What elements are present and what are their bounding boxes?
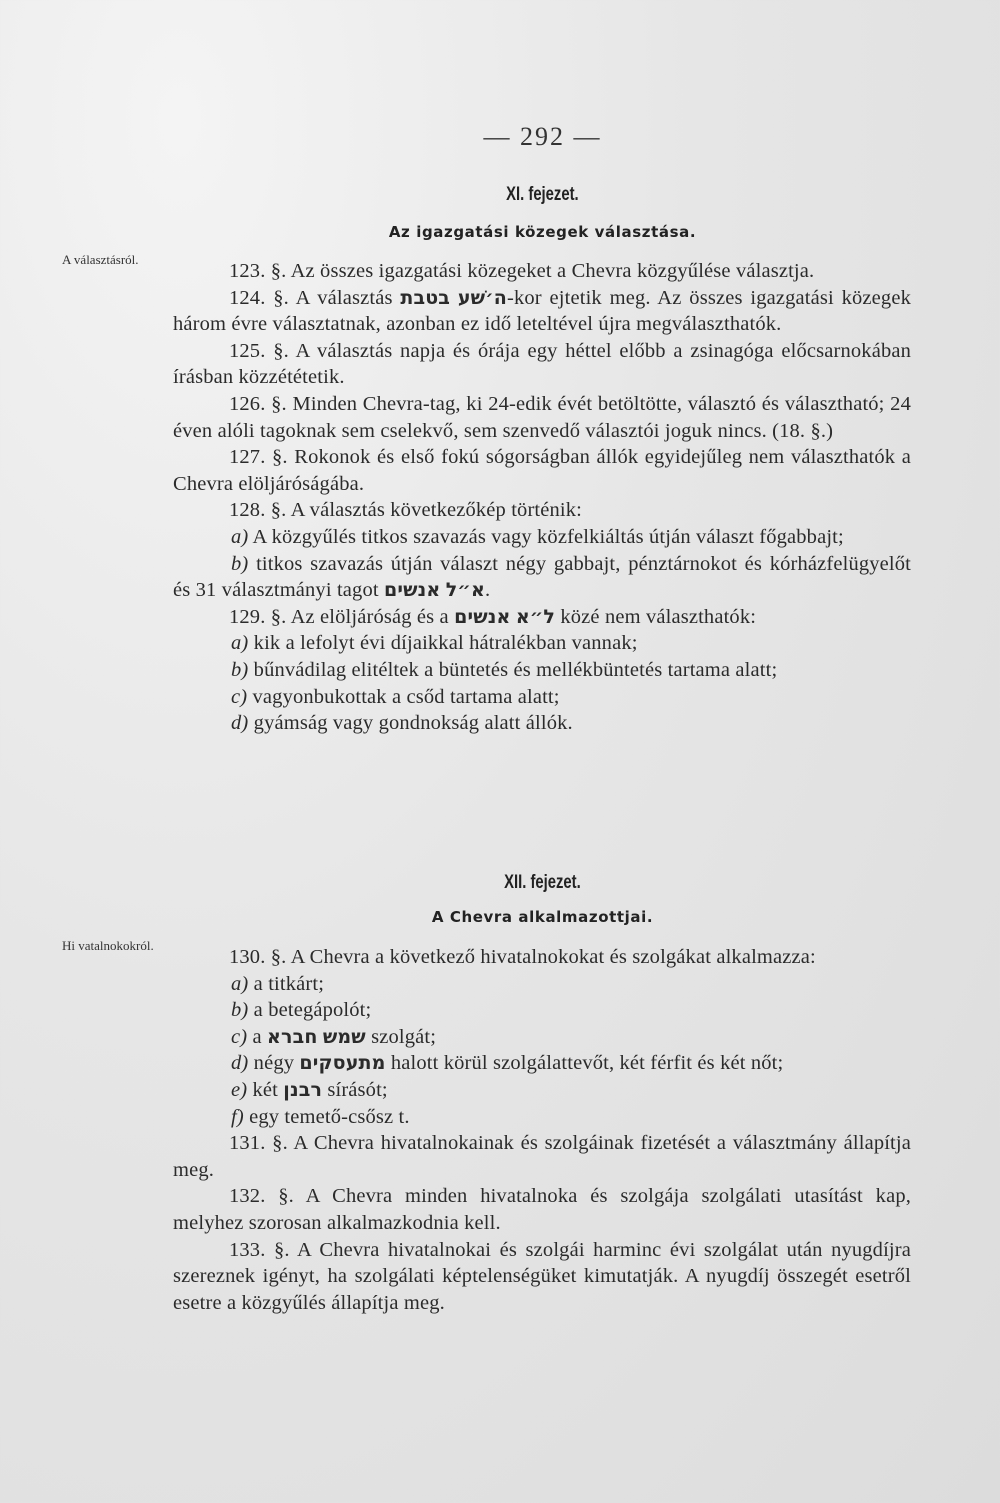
item-text: egy temető-csősz t. xyxy=(249,1105,410,1128)
section-128: 128. §. A választás következőkép történik: xyxy=(229,499,583,522)
margin-note-officials: Hi vatalnokokról. xyxy=(62,938,154,953)
item-text: a betegápolót; xyxy=(253,999,372,1022)
section-129-before: 129. §. Az elöljáróság és a xyxy=(229,605,449,628)
hebrew-tevet: בטבת xyxy=(400,286,451,309)
section-129-after: közé nem választhatók: xyxy=(560,605,757,628)
section-130-item-b xyxy=(173,997,911,1024)
item-end: . xyxy=(484,579,491,602)
hebrew-mitaskim: מתעסקים xyxy=(299,1052,386,1075)
section-129-item-c xyxy=(173,684,911,711)
item-text-after: sírásót; xyxy=(327,1078,388,1101)
item-letter: d) xyxy=(231,712,249,735)
section-126: 126. §. Minden Chevra-tag, ki 24-edik évét betöltötte, választó és választható; 24 éven alóli tagoknak sem cselekvő, sem szenvedő választói joguk nincs. (18. §.) xyxy=(173,392,911,442)
item-text: kik a lefolyt évi díjaikkal hátralékban vannak; xyxy=(253,632,638,655)
section-130-item-d xyxy=(173,1050,911,1077)
hebrew-chevra: חברא xyxy=(267,1025,318,1048)
section-130-item-a xyxy=(173,971,911,998)
chapter-xi-body xyxy=(173,258,911,737)
section-132: 132. §. A Chevra minden hivatalnoka és szolgája szolgálati utasítást kap, melyhez szorosan alkalmazkodnia kell. xyxy=(173,1185,911,1234)
hebrew-lamed-alef: ל״א xyxy=(515,605,556,628)
hebrew-anashim: אנשים xyxy=(383,579,441,602)
section-125: 125. §. A választás napja és órája egy héttel előbb a zsinagóga előcsarnokában írásban közzététetik. xyxy=(173,339,911,389)
item-text: bűnvádilag elitéltek a büntetés és mellékbüntetés tartama alatt; xyxy=(253,658,778,681)
section-130-item-f xyxy=(173,1104,911,1131)
chapter-subtitle-xii: A Chevra alkalmazottjai. xyxy=(431,908,654,926)
section-124-after: -kor ejtetik meg. Az összes igazgatási közegek három évre választatnak, azonban ez idő leteltével újra megválaszthatók. xyxy=(173,286,911,336)
margin-note-elections: A választásról. xyxy=(62,252,139,267)
hebrew-shammes: שמש xyxy=(322,1025,366,1048)
item-letter: b) xyxy=(231,658,249,681)
item-text-before: a xyxy=(252,1025,262,1048)
item-letter: f) xyxy=(231,1105,244,1128)
item-text: A közgyűlés titkos szavazás vagy közfelkiáltás útján választ főgabbajt; xyxy=(252,525,844,548)
section-124 xyxy=(173,285,911,338)
hebrew-kabranim: רבנן xyxy=(283,1078,323,1101)
page-number: — 292 — xyxy=(483,122,602,151)
section-127: 127. §. Rokonok és első fokú sógorságban állók egyidejűleg nem választhatók a Chevra elöljáróságába. xyxy=(173,446,911,495)
item-letter: b) xyxy=(231,999,249,1022)
chapter-title-xi: XI. fejezet. xyxy=(506,184,579,205)
hebrew-anashim: אנשים xyxy=(454,605,511,628)
item-letter: b) xyxy=(231,552,249,575)
chapter-xii-body xyxy=(173,944,911,1316)
section-128-item-a xyxy=(173,524,911,551)
section-129-item-a xyxy=(173,630,911,657)
section-124-before: 124. §. A választás xyxy=(229,286,401,309)
hebrew-lamed-alef: א״ל xyxy=(445,579,485,602)
section-129-item-d xyxy=(173,710,911,737)
section-131: 131. §. A Chevra hivatalnokainak és szolgáinak fizetését a választmány állapítja meg. xyxy=(173,1132,911,1181)
hebrew-year: ה׳שׁע xyxy=(457,286,507,309)
item-letter: a) xyxy=(231,525,249,548)
item-text-after: szolgát; xyxy=(371,1025,437,1048)
item-letter: d) xyxy=(231,1052,249,1075)
item-text: a titkárt; xyxy=(253,972,325,995)
item-text: vagyonbukottak a csőd tartama alatt; xyxy=(252,685,560,708)
chapter-subtitle-xi: Az igazgatási közegek választása. xyxy=(388,223,697,241)
section-130: 130. §. A Chevra a következő hivatalnokokat és szolgákat alkalmazza: xyxy=(229,946,816,968)
item-letter: c) xyxy=(231,685,248,708)
item-letter: c) xyxy=(231,1025,248,1048)
item-text-after: halott körül szolgálattevőt, két férfit és két nőt; xyxy=(390,1052,784,1075)
section-123: 123. §. Az összes igazgatási közegeket a Chevra közgyűlése választja. xyxy=(229,260,815,282)
chapter-title-xii: XII. fejezet. xyxy=(504,872,581,893)
item-letter: a) xyxy=(231,632,249,655)
section-129 xyxy=(173,604,911,631)
item-text-before: két xyxy=(252,1078,279,1101)
section-128-item-b xyxy=(173,551,911,604)
item-text-before: négy xyxy=(253,1052,295,1075)
item-letter: a) xyxy=(231,972,249,995)
item-letter: e) xyxy=(231,1078,248,1101)
section-129-item-b xyxy=(173,657,911,684)
item-text: titkos szavazás útján választ négy gabbajt, pénztárnokot és kórházfelügyelőt és 31 választmányi tagot xyxy=(173,552,912,602)
section-130-item-e xyxy=(173,1077,911,1104)
section-130-item-c xyxy=(173,1024,911,1051)
item-text: gyámság vagy gondnokság alatt állók. xyxy=(253,712,573,735)
section-133: 133. §. A Chevra hivatalnokai és szolgái harminc évi szolgálat után nyugdíjra szereznek igényt, ha szolgálati képtelenségüket kimutatják. A nyugdíj összegét esetről esetre a közgyűlés állapítja meg. xyxy=(173,1238,911,1314)
